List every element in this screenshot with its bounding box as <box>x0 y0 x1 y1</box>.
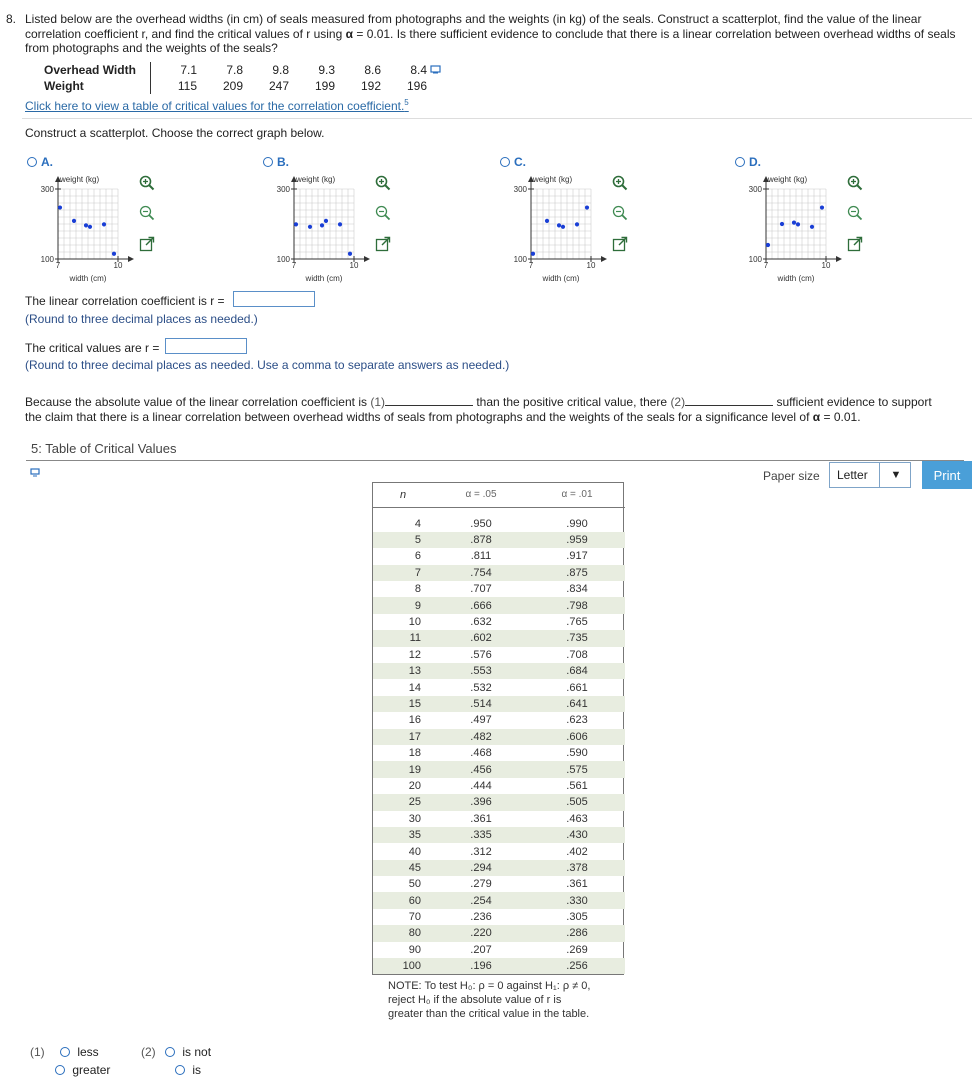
width-row-label: Overhead Width <box>44 62 151 78</box>
critical-n-cell: 6 <box>414 550 421 563</box>
critical-values-link-text[interactable]: Click here to view a table of critical values for the correlation coefficient. <box>25 99 405 113</box>
critical-n-cell: 17 <box>373 729 433 745</box>
x-axis-label: width (cm) <box>69 274 107 283</box>
width-cell: 9.3 <box>318 62 335 77</box>
critical-01-cell: .305 <box>566 911 588 924</box>
critical-row <box>373 712 625 728</box>
data-point <box>561 225 565 229</box>
critical-05-cell: .196 <box>433 958 529 974</box>
critical-table-header <box>373 483 625 508</box>
y-tick-label-top: 300 <box>276 185 290 194</box>
critical-row <box>373 548 625 564</box>
critical-01-cell: .463 <box>566 812 588 825</box>
critical-values-table <box>372 482 624 1021</box>
blank-1[interactable] <box>385 405 473 406</box>
data-point <box>308 225 312 229</box>
cv-hint: (Round to three decimal places as needed. Use a comma to separate answers as needed.) <box>25 358 510 372</box>
width-cell: 7.8 <box>226 62 243 77</box>
choice-is-not-label: is not <box>182 1045 212 1059</box>
critical-n-cell: 80 <box>373 925 433 941</box>
graph-option-header[interactable] <box>500 155 526 169</box>
data-point <box>102 222 106 226</box>
radio-option-d[interactable] <box>735 157 745 167</box>
critical-05-cell: .514 <box>433 696 529 712</box>
critical-values-link[interactable] <box>25 98 409 113</box>
zoom-in-icon[interactable] <box>139 175 155 191</box>
critical-n-cell: 11 <box>373 630 433 646</box>
critical-01-cell: .575 <box>529 761 625 777</box>
radio-is-not[interactable] <box>165 1047 175 1057</box>
critical-05-cell: .482 <box>433 729 529 745</box>
alpha-symbol: α <box>812 410 821 424</box>
conclusion-text-5: = 0.01. <box>820 410 861 424</box>
graph-option-header[interactable] <box>27 155 53 169</box>
x-tick-label-right: 10 <box>821 261 831 270</box>
critical-05-cell: .878 <box>433 532 529 548</box>
paper-size-label: Paper size <box>763 469 820 483</box>
question-number: 8. <box>6 12 17 26</box>
weight-cell: 196 <box>406 78 427 93</box>
paper-size-select[interactable] <box>829 462 911 488</box>
critical-05-cell: .497 <box>470 714 492 727</box>
data-point <box>545 219 549 223</box>
critical-row <box>373 958 625 974</box>
critical-05-cell: .279 <box>470 878 492 891</box>
data-point <box>585 205 589 209</box>
critical-row <box>373 843 625 859</box>
critical-row <box>373 876 625 892</box>
critical-n-cell: 10 <box>408 616 421 629</box>
critical-05-cell: .553 <box>433 663 529 679</box>
critical-n-cell: 70 <box>408 911 421 924</box>
critical-n-cell: 15 <box>373 696 433 712</box>
blank-marker-2: (2) <box>670 395 686 409</box>
panel-divider <box>26 460 964 461</box>
x-axis-arrow <box>836 256 842 262</box>
critical-01-cell: .378 <box>529 860 625 876</box>
critical-05-cell: .312 <box>470 845 492 858</box>
x-tick-label-left: 7 <box>291 261 297 270</box>
critical-01-cell: .330 <box>529 892 625 908</box>
critical-05-cell: .444 <box>470 779 492 792</box>
critical-row <box>373 532 625 548</box>
choice-less[interactable] <box>60 1045 99 1059</box>
weight-cell: 192 <box>360 78 381 93</box>
open-new-window-icon[interactable] <box>612 236 628 252</box>
critical-n-cell: 25 <box>373 794 433 810</box>
critical-01-cell: .402 <box>566 845 588 858</box>
critical-n-cell: 60 <box>373 892 433 908</box>
graph-option-b[interactable] <box>263 155 403 283</box>
conclusion-line2 <box>25 410 861 424</box>
data-point <box>810 225 814 229</box>
data-point <box>294 222 298 226</box>
critical-row <box>373 925 625 941</box>
critical-row <box>373 581 625 597</box>
critical-01-cell: .430 <box>529 827 625 843</box>
radio-option-c[interactable] <box>500 157 510 167</box>
critical-01-cell: .286 <box>529 925 625 941</box>
radio-option-a[interactable] <box>27 157 37 167</box>
critical-01-cell: .561 <box>566 779 588 792</box>
width-cell: 7.1 <box>180 62 197 77</box>
critical-01-cell: .590 <box>566 747 588 760</box>
x-tick-label-left: 7 <box>528 261 534 270</box>
critical-row <box>373 778 625 794</box>
critical-n-cell: 20 <box>408 779 421 792</box>
critical-01-cell: .661 <box>566 681 588 694</box>
weight-row <box>44 78 427 94</box>
critical-note <box>388 979 624 1021</box>
critical-table-body <box>373 516 625 975</box>
critical-n-cell: 18 <box>408 747 421 760</box>
critical-n-cell: 45 <box>373 860 433 876</box>
paper-size-value: Letter <box>837 468 868 482</box>
radio-is[interactable] <box>175 1065 185 1075</box>
x-axis-arrow <box>128 256 134 262</box>
option-letter: C. <box>514 155 526 169</box>
data-point <box>766 243 770 247</box>
critical-panel-title: 5: Table of Critical Values <box>31 441 177 456</box>
data-point <box>58 205 62 209</box>
blank-2[interactable] <box>685 405 773 406</box>
critical-n-cell: 35 <box>373 827 433 843</box>
data-point <box>557 223 561 227</box>
critical-n-cell: 7 <box>373 565 433 581</box>
x-tick-label-left: 7 <box>55 261 61 270</box>
critical-n-cell: 14 <box>408 681 421 694</box>
critical-01-cell: .256 <box>529 958 625 974</box>
data-point <box>338 222 342 226</box>
col-01-header: α = .01 <box>561 489 593 501</box>
radio-option-b[interactable] <box>263 157 273 167</box>
cv-prompt: The critical values are r = <box>25 341 160 355</box>
data-point <box>575 222 579 226</box>
y-axis-label: weight (kg) <box>533 175 573 184</box>
y-axis-label: weight (kg) <box>768 175 808 184</box>
critical-n-cell: 5 <box>373 532 433 548</box>
option-letter: A. <box>41 155 53 169</box>
critical-n-cell: 4 <box>414 517 421 530</box>
data-point <box>531 252 535 256</box>
conclusion-text-4: the claim that there is a linear correlation between overhead widths of seals from photographs and the weights of the seals for a significance level of <box>25 410 813 424</box>
critical-05-cell: .811 <box>470 550 492 563</box>
critical-01-cell: .641 <box>529 696 625 712</box>
conclusion-text-2: than the positive critical value, there <box>473 395 671 409</box>
critical-row <box>373 794 625 810</box>
width-cell: 9.8 <box>272 62 289 77</box>
critical-01-cell: .623 <box>566 714 588 727</box>
divider <box>22 118 972 119</box>
question-text <box>25 12 960 56</box>
critical-05-cell: .456 <box>433 761 529 777</box>
x-axis-label: width (cm) <box>777 274 815 283</box>
choice-group-1-label: (1) <box>30 1045 45 1059</box>
critical-01-cell: .505 <box>529 794 625 810</box>
x-tick-label-left: 7 <box>763 261 769 270</box>
choice-is[interactable] <box>175 1063 201 1077</box>
width-cell: 8.6 <box>364 62 381 77</box>
zoom-in-icon[interactable] <box>847 175 863 191</box>
data-point <box>88 225 92 229</box>
critical-05-cell: .294 <box>433 860 529 876</box>
y-tick-label-bottom: 100 <box>513 255 527 264</box>
critical-05-cell: .602 <box>433 630 529 646</box>
note-line-2: reject H₀ if the absolute value of r is <box>388 994 562 1007</box>
weight-cell: 199 <box>314 78 335 93</box>
x-tick-label-right: 10 <box>349 261 359 270</box>
conclusion-text-3: sufficient evidence to support <box>773 395 932 409</box>
y-tick-label-top: 300 <box>513 185 527 194</box>
r-prompt: The linear correlation coefficient is r = <box>25 294 225 308</box>
col-n-header: n <box>399 488 407 501</box>
critical-row <box>373 811 625 827</box>
x-axis-label: width (cm) <box>305 274 343 283</box>
critical-row <box>373 745 625 761</box>
y-tick-label-top: 300 <box>748 185 762 194</box>
critical-01-cell: .606 <box>529 729 625 745</box>
critical-01-cell: .269 <box>566 943 588 956</box>
data-point <box>320 223 324 227</box>
weight-row-label: Weight <box>44 78 151 94</box>
choice-group-2-label: (2) <box>141 1045 156 1059</box>
critical-row <box>373 860 625 876</box>
critical-n-cell: 40 <box>408 845 421 858</box>
data-point <box>348 252 352 256</box>
y-tick-label-bottom: 100 <box>748 255 762 264</box>
weight-cell: 115 <box>177 78 197 93</box>
critical-n-cell: 9 <box>373 597 433 613</box>
critical-row <box>373 516 625 532</box>
col-05-header: α = .05 <box>465 489 497 501</box>
critical-row <box>373 597 625 613</box>
critical-01-cell: .798 <box>529 597 625 613</box>
y-axis-label: weight (kg) <box>296 175 336 184</box>
question-text-part1: Listed below are the overhead widths (in cm) of seals measured from photographs and the weights (in kg) of the seals. Construct a scatterplot, find the value of the linear correlation coefficient r, and find the critical values of r using <box>25 12 922 41</box>
critical-05-cell: .207 <box>470 943 492 956</box>
critical-n-cell: 50 <box>408 878 421 891</box>
critical-row <box>373 761 625 777</box>
choice-greater[interactable] <box>55 1063 110 1077</box>
critical-n-cell: 16 <box>408 714 421 727</box>
critical-05-cell: .707 <box>470 583 492 596</box>
critical-01-cell: .875 <box>529 565 625 581</box>
conclusion-line1 <box>25 395 965 409</box>
zoom-out-icon[interactable] <box>847 205 863 221</box>
y-tick-label-bottom: 100 <box>40 255 54 264</box>
critical-row <box>373 630 625 646</box>
zoom-in-icon[interactable] <box>612 175 628 191</box>
critical-05-cell: .220 <box>433 925 529 941</box>
option-letter: D. <box>749 155 761 169</box>
critical-05-cell: .335 <box>433 827 529 843</box>
data-point <box>792 221 796 225</box>
x-tick-label-right: 10 <box>586 261 596 270</box>
x-axis-arrow <box>364 256 370 262</box>
data-point <box>780 222 784 226</box>
critical-01-cell: .990 <box>566 517 588 530</box>
open-new-window-icon[interactable] <box>139 236 155 252</box>
x-tick-label-right: 10 <box>113 261 123 270</box>
graph-option-header[interactable] <box>263 155 289 169</box>
radio-greater[interactable] <box>55 1065 65 1075</box>
zoom-out-icon[interactable] <box>612 205 628 221</box>
zoom-out-icon[interactable] <box>139 205 155 221</box>
critical-05-cell: .576 <box>470 648 492 661</box>
critical-05-cell: .254 <box>433 892 529 908</box>
choice-is-not[interactable] <box>165 1045 211 1059</box>
footnote-marker: 5 <box>404 98 409 107</box>
copy-data-icon[interactable] <box>430 65 441 74</box>
y-axis-label: weight (kg) <box>60 175 100 184</box>
critical-n-cell: 90 <box>408 943 421 956</box>
open-new-window-icon[interactable] <box>847 236 863 252</box>
critical-01-cell: .834 <box>566 583 588 596</box>
critical-row <box>373 909 625 925</box>
choice-is-label: is <box>192 1063 202 1077</box>
x-axis-arrow <box>601 256 607 262</box>
critical-n-cell: 30 <box>408 812 421 825</box>
critical-row <box>373 696 625 712</box>
graph-option-c[interactable] <box>500 155 640 283</box>
chevron-down-icon: ▼ <box>879 462 912 488</box>
blank-marker-1: (1) <box>370 395 385 409</box>
critical-row <box>373 942 625 958</box>
critical-n-cell: 19 <box>373 761 433 777</box>
alpha-symbol: α <box>345 26 354 41</box>
critical-01-cell: .959 <box>529 532 625 548</box>
critical-05-cell: .666 <box>433 597 529 613</box>
critical-05-cell: .236 <box>470 911 492 924</box>
zoom-in-icon[interactable] <box>375 175 391 191</box>
graph-option-header[interactable] <box>735 155 761 169</box>
critical-n-cell: 8 <box>414 583 421 596</box>
critical-row <box>373 892 625 908</box>
weight-cell: 209 <box>222 78 243 93</box>
critical-05-cell: .468 <box>470 747 492 760</box>
critical-05-cell: .632 <box>470 616 492 629</box>
critical-05-cell: .754 <box>433 565 529 581</box>
data-point <box>72 219 76 223</box>
graph-option-d[interactable] <box>735 155 875 283</box>
critical-01-cell: .917 <box>566 550 588 563</box>
choice-greater-label: greater <box>72 1063 111 1077</box>
y-tick-label-top: 300 <box>40 185 54 194</box>
choice-less-label: less <box>77 1045 99 1059</box>
data-point <box>112 252 116 256</box>
note-line-1: NOTE: To test H₀: ρ = 0 against H₁: ρ ≠ 0, <box>388 980 591 993</box>
critical-n-cell: 12 <box>408 648 421 661</box>
zoom-out-icon[interactable] <box>375 205 391 221</box>
critical-values-input[interactable] <box>165 338 247 354</box>
copy-table-icon[interactable] <box>30 468 40 477</box>
data-table <box>44 62 427 94</box>
critical-row <box>373 663 625 679</box>
open-new-window-icon[interactable] <box>375 236 391 252</box>
critical-01-cell: .708 <box>566 648 588 661</box>
data-point <box>84 223 88 227</box>
r-hint: (Round to three decimal places as needed.) <box>25 312 258 326</box>
radio-less[interactable] <box>60 1047 70 1057</box>
option-letter: B. <box>277 155 289 169</box>
critical-row <box>373 729 625 745</box>
data-point <box>820 205 824 209</box>
x-axis-label: width (cm) <box>542 274 580 283</box>
data-point <box>796 222 800 226</box>
data-point <box>324 219 328 223</box>
graph-option-a[interactable] <box>27 155 167 283</box>
critical-01-cell: .765 <box>566 616 588 629</box>
print-button[interactable]: Print <box>922 461 972 489</box>
r-input[interactable] <box>233 291 315 307</box>
critical-01-cell: .735 <box>529 630 625 646</box>
y-tick-label-bottom: 100 <box>276 255 290 264</box>
critical-row <box>373 679 625 695</box>
width-row <box>44 62 427 78</box>
critical-05-cell: .950 <box>470 517 492 530</box>
critical-01-cell: .684 <box>529 663 625 679</box>
critical-01-cell: .361 <box>566 878 588 891</box>
critical-n-cell: 13 <box>373 663 433 679</box>
critical-05-cell: .361 <box>470 812 492 825</box>
note-line-3: greater than the critical value in the table. <box>388 1008 590 1021</box>
critical-row <box>373 827 625 843</box>
critical-05-cell: .396 <box>433 794 529 810</box>
scatter-prompt: Construct a scatterplot. Choose the correct graph below. <box>25 126 325 140</box>
critical-row <box>373 647 625 663</box>
weight-cell: 247 <box>268 78 289 93</box>
critical-05-cell: .532 <box>470 681 492 694</box>
conclusion-text-1: Because the absolute value of the linear correlation coefficient is <box>25 395 371 409</box>
critical-n-cell: 100 <box>373 958 433 974</box>
width-cell: 8.4 <box>410 62 427 77</box>
critical-row <box>373 614 625 630</box>
critical-row <box>373 565 625 581</box>
question-text-part2: = 0.01. Is there sufficient evidence to conclude that there is a linear correlation between overhead widths of seals from photographs and the weights of the seals? <box>25 26 956 55</box>
